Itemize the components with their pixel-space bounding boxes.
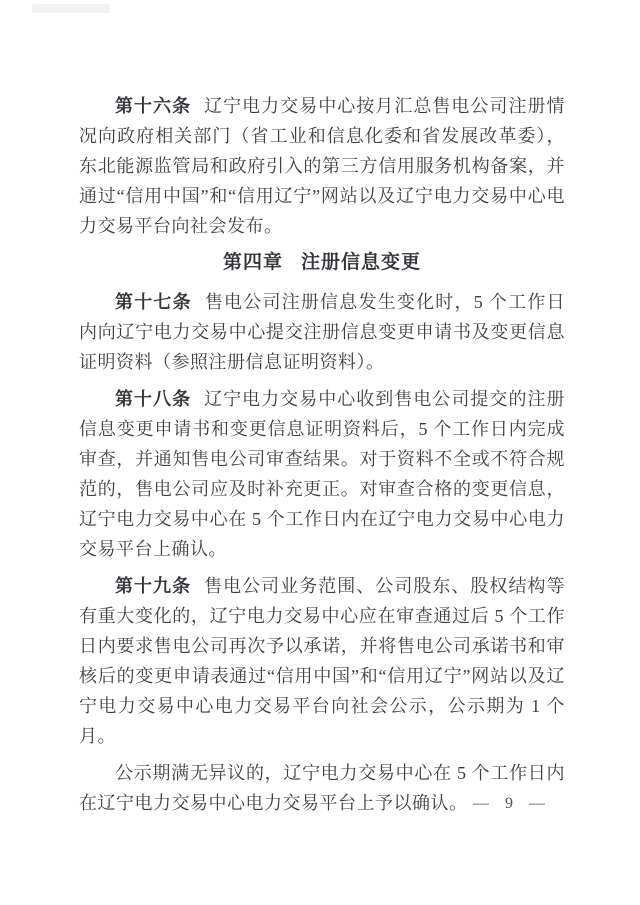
article-17-text: 售电公司注册信息发生变化时，5 个工作日内向辽宁电力交易中心提交注册信息变更申请书及变更信息证明资料（参照注册信息证明资料）。: [79, 292, 566, 372]
article-16-paragraph: [79, 91, 565, 241]
article-19-paragraph: [79, 571, 565, 751]
article-17-paragraph: [79, 287, 565, 377]
article-18-text: 辽宁电力交易中心收到售电公司提交的注册信息变更申请书和变更信息证明资料后，5 个工作日内完成审查，并通知售电公司审查结果。对于资料不全或不符合规范的，售电公司应及时补充更正。对审查合格的变更信息，辽宁电力交易中心在 5 个工作日内在辽宁电力交易中心电力交易平台上确认。: [79, 389, 566, 559]
chapter-heading: [79, 248, 565, 278]
article-17-label: 第十七条: [115, 292, 192, 312]
page-number: — 9 —: [473, 795, 547, 812]
closing-paragraph-text: 公示期满无异议的，辽宁电力交易中心在 5 个工作日内在辽宁电力交易中心电力交易平台上予以确认。: [79, 763, 565, 813]
chapter-number-text: 第四章: [222, 252, 283, 273]
article-16-text: 辽宁电力交易中心按月汇总售电公司注册情况向政府相关部门（省工业和信息化委和省发展改革委），东北能源监管局和政府引入的第三方信用服务机构备案，并通过“信用中国”和“信用辽宁”网站以及辽宁电力交易中心电力交易平台向社会发布。: [79, 96, 566, 236]
article-19-label: 第十九条: [115, 576, 192, 596]
article-16-label: 第十六条: [115, 96, 192, 116]
article-18-paragraph: [79, 384, 565, 564]
article-19-text: 售电公司业务范围、公司股东、股权结构等有重大变化的，辽宁电力交易中心应在审查通过后 5 个工作日内要求售电公司再次予以承诺，并将售电公司承诺书和审核后的变更申请表通过“信用中国”和“信用辽宁”网站以及辽宁电力交易中心电力交易平台向社会公示，公示期为 1 个月。: [79, 576, 566, 746]
scan-artifact: [32, 4, 110, 13]
document-body: [79, 91, 565, 825]
article-18-label: 第十八条: [115, 389, 192, 409]
chapter-title-text: 注册信息变更: [301, 252, 422, 273]
